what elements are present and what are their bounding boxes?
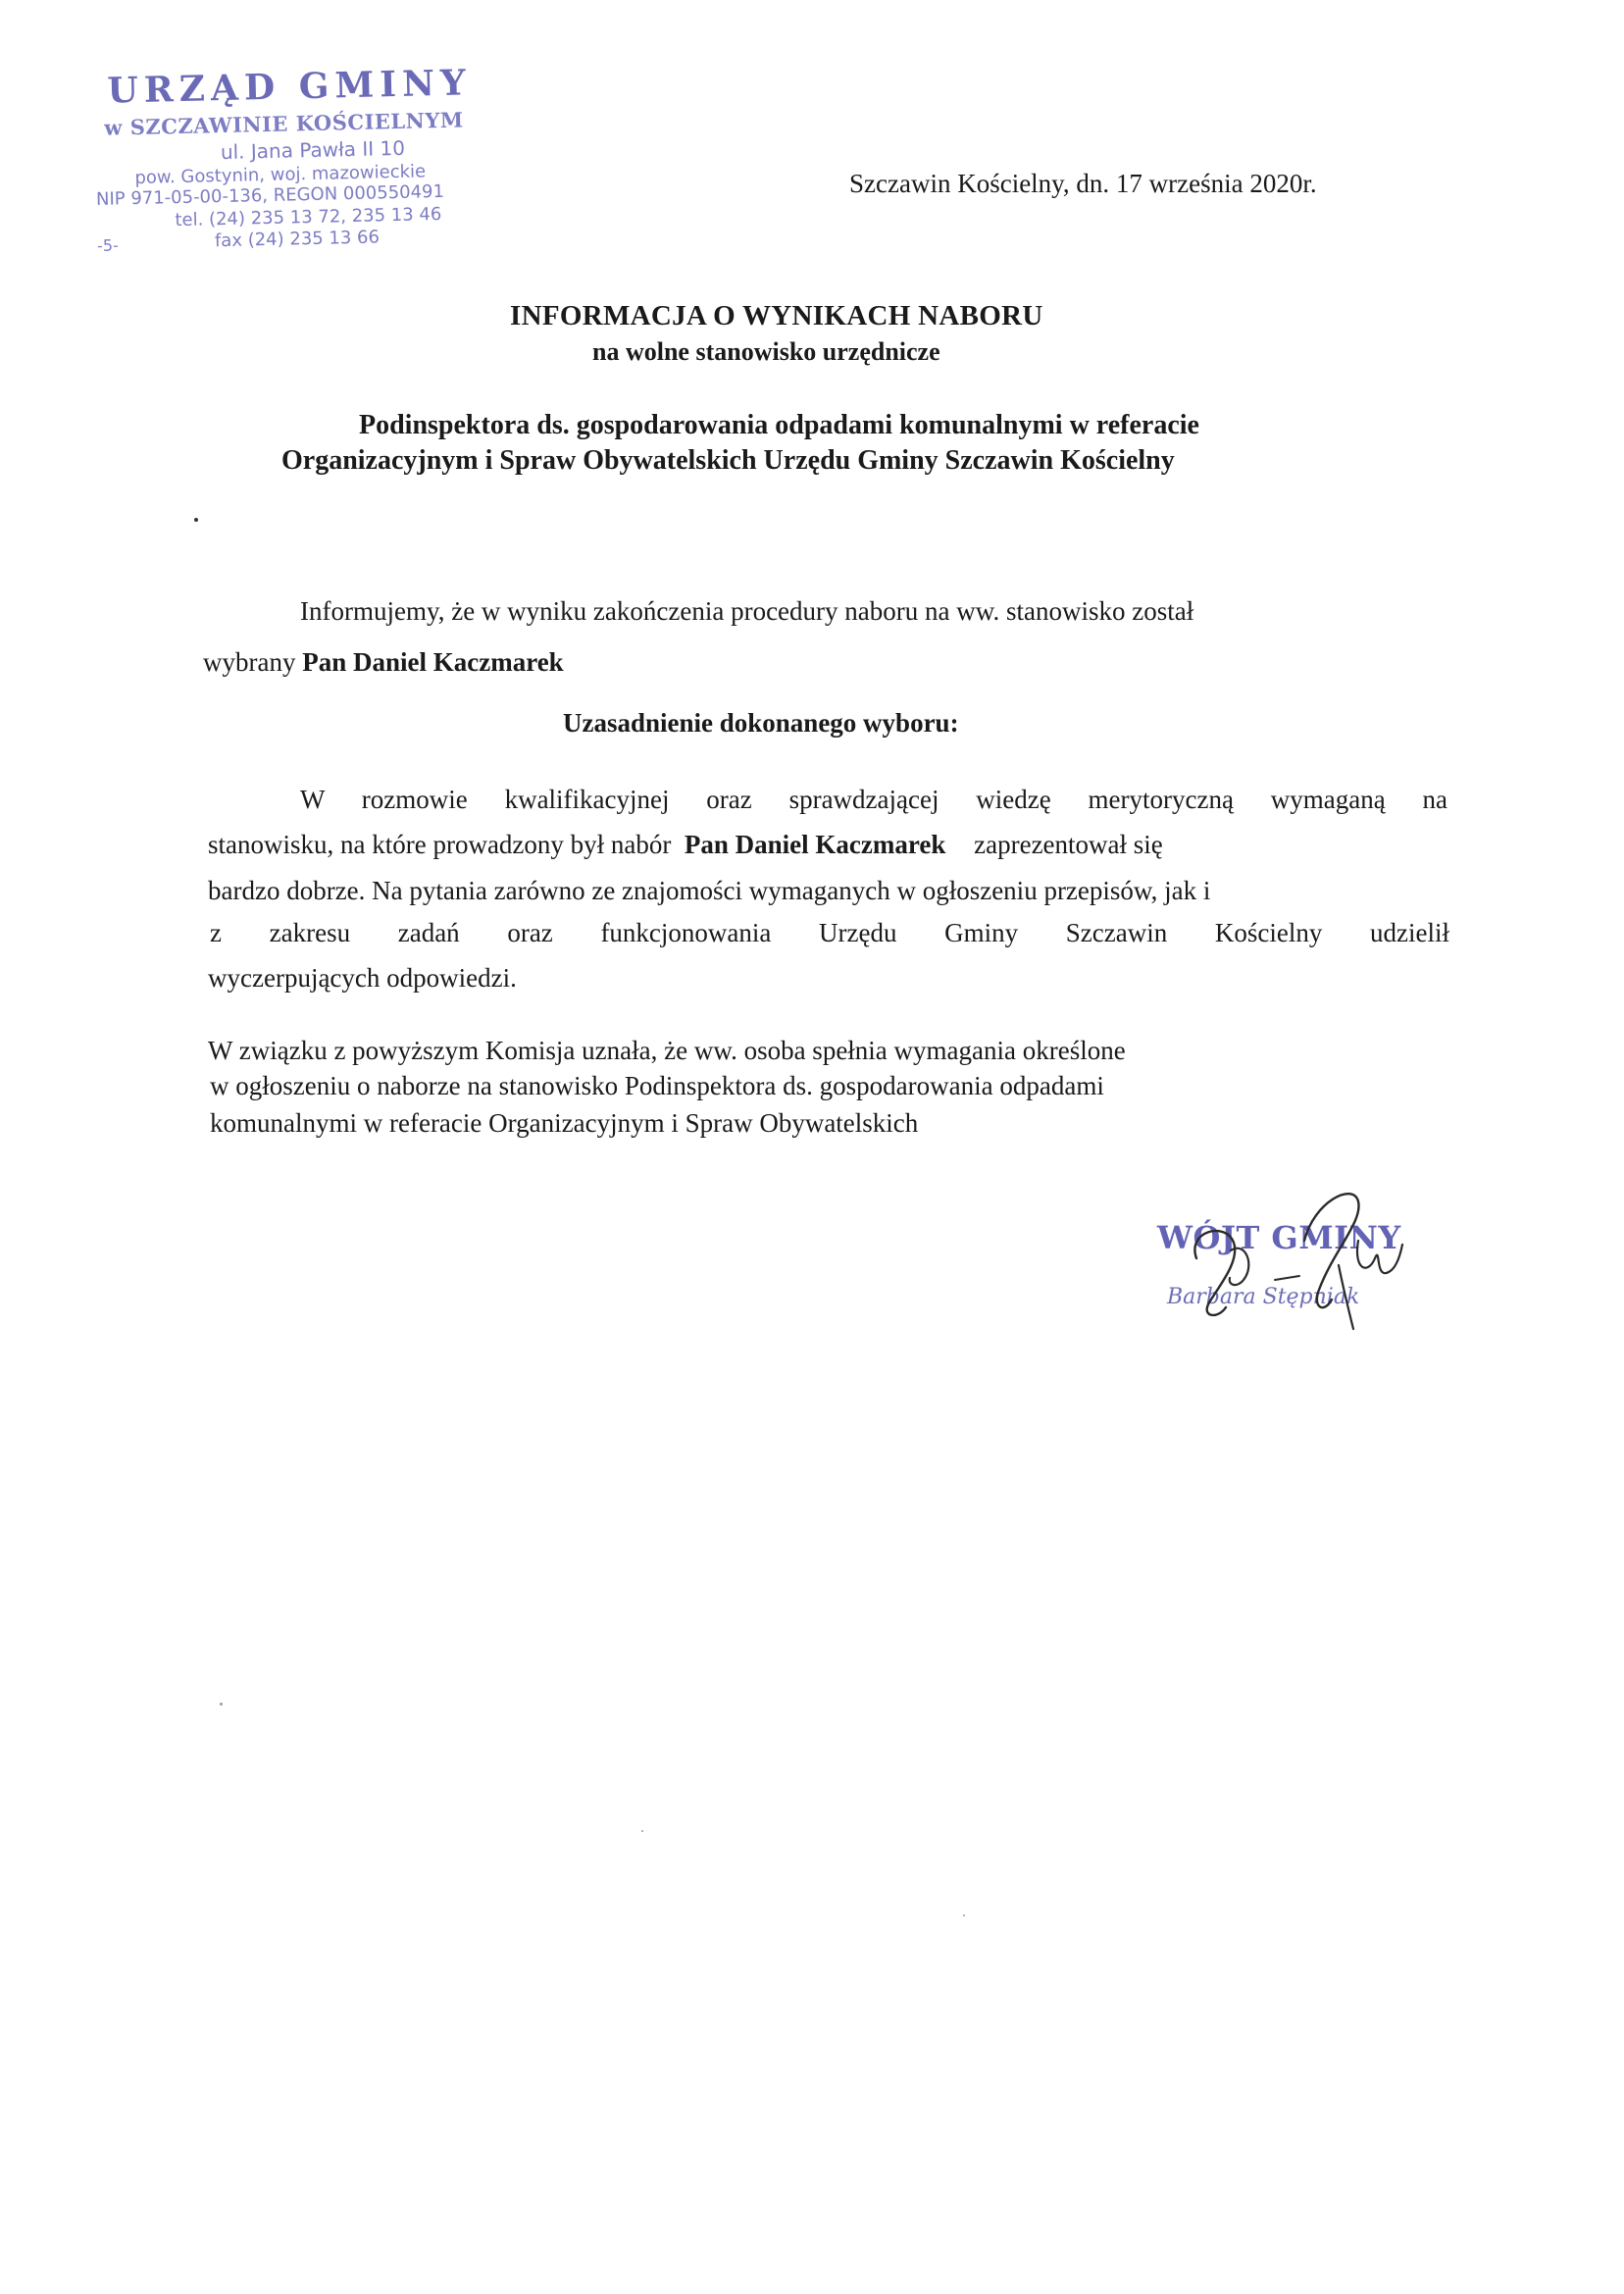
stamp-county: pow. Gostynin, woj. mazowieckie xyxy=(134,161,427,189)
stamp-fax: fax (24) 235 13 66 xyxy=(214,227,381,252)
inform-line-2 xyxy=(203,647,564,678)
justification-person: Pan Daniel Kaczmarek xyxy=(684,830,946,859)
document-subtitle: na wolne stanowisko urzędnicze xyxy=(592,337,940,366)
office-stamp xyxy=(93,61,525,255)
stamp-location: w SZCZAWINIE KOŚCIELNYM xyxy=(104,107,464,140)
justification-line-3: bardzo dobrze. Na pytania zarówno ze znajomości wymaganych w ogłoszeniu przepisów, jak i xyxy=(208,876,1211,905)
justification-line-4: z zakresu zadań oraz funkcjonowania Urzędu Gminy Szczawin Kościelny udzielił xyxy=(210,918,1449,947)
justification-line-1: W rozmowie kwalifikacyjnej oraz sprawdzającej wiedzę merytoryczną wymaganą na xyxy=(300,785,1447,814)
selected-person: Pan Daniel Kaczmarek xyxy=(302,647,564,677)
justification-line-2 xyxy=(208,830,1163,860)
date-line: Szczawin Kościelny, dn. 17 września 2020r. xyxy=(849,169,1317,198)
conclusion-line-2: w ogłoszeniu o naborze na stanowisko Podinspektora ds. gospodarowania odpadami xyxy=(210,1071,1104,1100)
position-title-line-1: Podinspektora ds. gospodarowania odpadami komunalnymi w referacie xyxy=(359,410,1199,440)
scan-speck xyxy=(220,1703,223,1706)
handwritten-signature xyxy=(1157,1182,1451,1349)
conclusion-line-3: komunalnymi w referacie Organizacyjnym i Spraw Obywatelskich xyxy=(210,1108,919,1138)
justification-line-2-prefix: stanowisku, na które prowadzony był nabór xyxy=(208,830,679,859)
inform-prefix: wybrany xyxy=(203,647,303,677)
position-title-line-2: Organizacyjnym i Spraw Obywatelskich Urzędu Gminy Szczawin Kościelny xyxy=(281,445,1175,476)
stamp-title: URZĄD GMINY xyxy=(106,62,473,112)
justification-line-5: wyczerpujących odpowiedzi. xyxy=(208,963,517,993)
stamp-street: ul. Jana Pawła II 10 xyxy=(220,135,406,165)
inform-line-1: Informujemy, że w wyniku zakończenia procedury naboru na ww. stanowisko został xyxy=(300,596,1194,626)
signatory-name: Barbara Stępniak xyxy=(1167,1285,1360,1309)
stray-dot xyxy=(194,518,198,522)
signature-title: WÓJT GMINY xyxy=(1157,1219,1401,1256)
scan-speck xyxy=(963,1914,965,1916)
document-title: INFORMACJA O WYNIKACH NABORU xyxy=(510,300,1043,331)
justification-line-2-suffix: zaprezentował się xyxy=(967,830,1163,859)
signature-block xyxy=(1157,1182,1451,1349)
stamp-tax-ids: NIP 971-05-00-136, REGON 000550491 xyxy=(95,180,445,210)
justification-heading: Uzasadnienie dokonanego wyboru: xyxy=(563,708,959,738)
stamp-phone: tel. (24) 235 13 72, 235 13 46 xyxy=(175,203,442,231)
stamp-code: -5- xyxy=(96,235,119,255)
conclusion-line-1: W związku z powyższym Komisja uznała, że ww. osoba spełnia wymagania określone xyxy=(208,1036,1126,1065)
scan-speck xyxy=(641,1830,643,1832)
